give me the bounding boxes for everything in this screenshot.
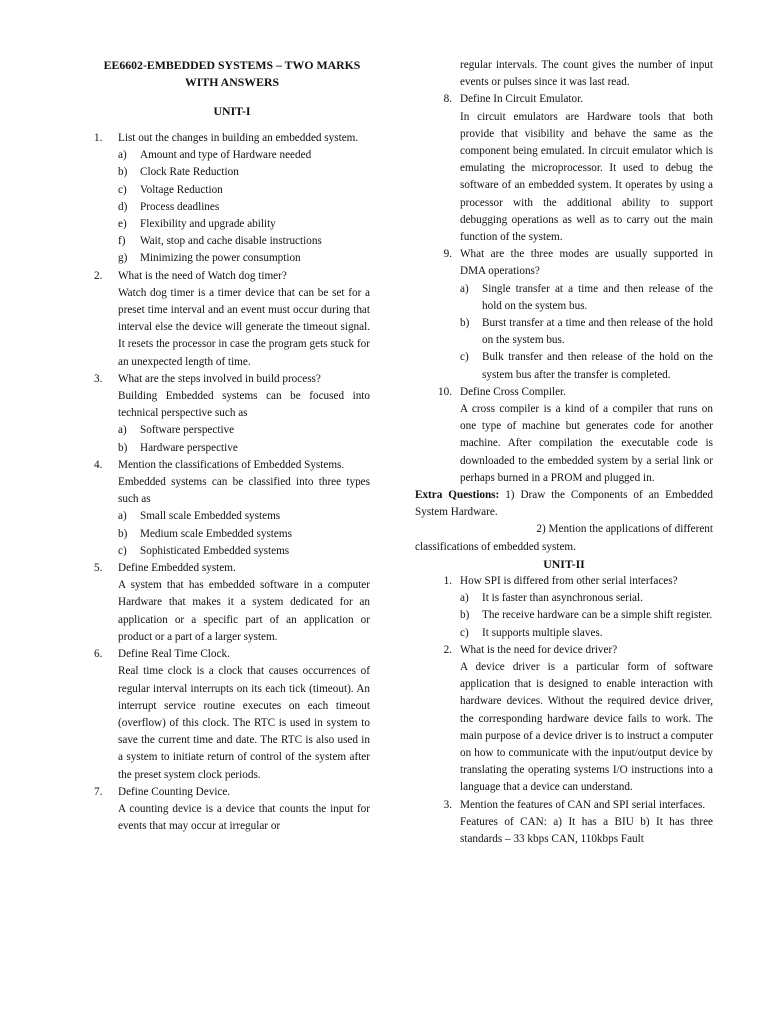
question-item xyxy=(415,91,713,246)
question-item xyxy=(415,573,713,642)
answer-option xyxy=(118,422,370,439)
answer-text: A cross compiler is a kind of a compiler that runs on one type of machine but generates code for another machine. After compilation the executable code is downloaded to the embedded system by a serial link or perhaps burned in a PROM and plugged in. xyxy=(460,403,713,484)
option-label: a) xyxy=(460,592,469,605)
option-label: b) xyxy=(460,317,470,330)
option-text: Burst transfer at a time and then release of the hold on the system bus. xyxy=(482,317,713,347)
option-text: Software perspective xyxy=(140,424,235,437)
option-text: Medium scale Embedded systems xyxy=(140,527,292,540)
option-text: Hardware perspective xyxy=(140,441,238,454)
option-text: Sophisticated Embedded systems xyxy=(140,544,290,557)
answer-option xyxy=(118,526,370,543)
unit-1-question-list xyxy=(94,130,370,835)
question-text: List out the changes in building an embedded system. xyxy=(118,132,359,144)
answer-text: Embedded systems can be classified into three types such as xyxy=(118,476,370,506)
answer-option xyxy=(118,199,370,216)
answer-option xyxy=(118,440,370,457)
question-number: 4. xyxy=(94,458,103,471)
option-label: e) xyxy=(118,218,127,231)
unit-2-question-list xyxy=(415,573,713,848)
option-label: b) xyxy=(460,609,470,622)
option-label: c) xyxy=(460,351,469,364)
answer-option xyxy=(460,625,713,642)
question-text: Mention the classifications of Embedded Systems. xyxy=(118,458,345,471)
question-number: 7. xyxy=(94,785,103,798)
option-label: b) xyxy=(118,166,128,179)
answer-option xyxy=(460,315,713,349)
option-text: Bulk transfer and then release of the hold on the system bus after the transfer is completed. xyxy=(482,351,713,381)
answer-option xyxy=(118,147,370,164)
question-text: What are the three modes are usually supported in DMA operations? xyxy=(460,248,713,278)
answer-text: Features of CAN: a) It has a BIU b) It has three standards – 33 kbps CAN, 110kbps Fault xyxy=(460,815,713,845)
option-text: The receive hardware can be a simple shift register. xyxy=(482,609,713,622)
question-item xyxy=(94,560,370,646)
unit-2-heading: UNIT-II xyxy=(543,556,585,571)
answer-option xyxy=(118,216,370,233)
option-text: Voltage Reduction xyxy=(140,183,223,196)
question-number: 10. xyxy=(438,385,452,398)
option-text: Small scale Embedded systems xyxy=(140,510,281,523)
question-text: What is the need of Watch dog timer? xyxy=(118,269,287,282)
extra-questions xyxy=(415,487,713,521)
option-text: Clock Rate Reduction xyxy=(140,166,239,179)
question-text: Define Embedded system. xyxy=(118,562,236,575)
extra-question-2-line-1: 2) Mention the applications of different xyxy=(536,523,713,536)
option-label: c) xyxy=(460,626,469,639)
question-text: Mention the features of CAN and SPI serial interfaces. xyxy=(460,798,706,811)
answer-text: A system that has embedded software in a computer Hardware that makes it a system dedicated for an application or a specific part of an application or product or a part of a larger system. xyxy=(118,579,370,643)
question-item xyxy=(415,384,713,487)
option-text: It supports multiple slaves. xyxy=(482,626,603,639)
answer-text: In circuit emulators are Hardware tools that both provide that visibility and behave the same as the component being emulated. In circuit emulator which is emulating the microprocessor. It used to debug the software of an embedded system. It operates by using a processor with the additional ability to support debugging operations as well as to carry out the main function of the system. xyxy=(460,110,713,244)
option-label: b) xyxy=(118,527,128,540)
option-label: c) xyxy=(118,544,127,557)
extra-questions-label: Extra Questions: xyxy=(415,489,500,502)
question-item xyxy=(94,130,370,268)
question-number: 6. xyxy=(94,648,103,661)
question-number: 3. xyxy=(443,798,452,811)
option-label: g) xyxy=(118,252,128,265)
option-label: d) xyxy=(118,200,128,213)
question-item xyxy=(415,642,713,797)
question-number: 2. xyxy=(443,643,452,656)
question-number: 2. xyxy=(94,269,103,282)
option-label: a) xyxy=(118,510,127,523)
question-item xyxy=(94,646,370,784)
question-text: Define Counting Device. xyxy=(118,785,231,798)
option-label: b) xyxy=(118,441,128,454)
option-label: c) xyxy=(118,183,127,196)
answer-option xyxy=(118,164,370,181)
right-column xyxy=(415,57,713,848)
answer-option xyxy=(118,250,370,267)
extra-question-2-line-2: classifications of embedded system. xyxy=(415,540,576,553)
question-item xyxy=(415,797,713,849)
answer-option xyxy=(460,349,713,383)
document-title: EE6602-EMBEDDED SYSTEMS – TWO MARKS WITH ANSWERS xyxy=(103,58,361,89)
question-number: 1. xyxy=(94,132,103,144)
question-item xyxy=(94,268,370,371)
unit-1-heading: UNIT-I xyxy=(213,104,251,118)
answer-option xyxy=(460,281,713,315)
answer-option xyxy=(118,508,370,525)
answer-option xyxy=(118,182,370,199)
option-text: Wait, stop and cache disable instructions xyxy=(140,235,322,248)
extra-question-1: 1) Draw the Components of an Embedded System Hardware. xyxy=(415,489,713,519)
option-text: Process deadlines xyxy=(140,200,220,213)
question-text: What are the steps involved in build process? xyxy=(118,372,321,385)
question-text: Define In Circuit Emulator. xyxy=(460,93,584,106)
question-text: Define Real Time Clock. xyxy=(118,648,230,661)
question-item xyxy=(94,457,370,560)
option-label: f) xyxy=(118,235,126,248)
option-text: Single transfer at a time and then release of the hold on the system bus. xyxy=(482,282,713,312)
answer-option xyxy=(460,607,713,624)
question-item xyxy=(415,246,713,384)
question-text: How SPI is differed from other serial interfaces? xyxy=(460,574,678,587)
question-number: 3. xyxy=(94,372,103,385)
answer-text: Watch dog timer is a timer device that can be set for a preset time interval and an event must occur during that interval else the device will generate the timeout signal. It resets the processor in case the program gets stuck for an unexpected length of time. xyxy=(118,286,370,368)
answer-option xyxy=(118,543,370,560)
question-number: 9. xyxy=(443,248,452,261)
question-text: What is the need for device driver? xyxy=(460,643,618,656)
answer-text: A counting device is a device that counts the input for events that may occur at irregular or xyxy=(118,802,370,833)
option-label: a) xyxy=(118,424,127,437)
option-text: It is faster than asynchronous serial. xyxy=(482,592,643,605)
question-number: 5. xyxy=(94,562,103,575)
answer-text: A device driver is a particular form of software application that is designed to enable interaction with hardware devices. Without the required device driver, the corresponding hardware device fails to work. The main purpose of a device driver is to instruct a computer on how to communicate with the input/output device by translating the operating systems I/O instructions into a language that a device can understand. xyxy=(460,660,713,794)
question-item xyxy=(94,371,370,457)
question-7-continuation: regular intervals. The count gives the number of input events or pulses since it was last read. xyxy=(460,59,713,89)
question-item xyxy=(94,784,370,836)
option-text: Flexibility and upgrade ability xyxy=(140,218,276,231)
answer-option xyxy=(118,233,370,250)
answer-text: Real time clock is a clock that causes occurrences of regular interval interrupts on its each tick (timeout). An interrupt service routine executes on each timeout (overflow) of this clock. The RTC is used in system to save the current time and date. The RTC is also used in a system to initiate return of control of the system after the preset system clock periods. xyxy=(118,665,370,781)
question-number: 1. xyxy=(443,574,452,587)
unit-1-question-list-continued xyxy=(415,91,713,487)
question-number: 8. xyxy=(443,93,452,106)
option-text: Amount and type of Hardware needed xyxy=(140,149,312,162)
question-text: Define Cross Compiler. xyxy=(460,385,566,398)
option-label: a) xyxy=(118,149,127,162)
left-column xyxy=(94,57,370,835)
option-text: Minimizing the power consumption xyxy=(140,252,301,265)
answer-option xyxy=(460,590,713,607)
option-label: a) xyxy=(460,282,469,295)
answer-text: Building Embedded systems can be focused into technical perspective such as xyxy=(118,390,370,420)
